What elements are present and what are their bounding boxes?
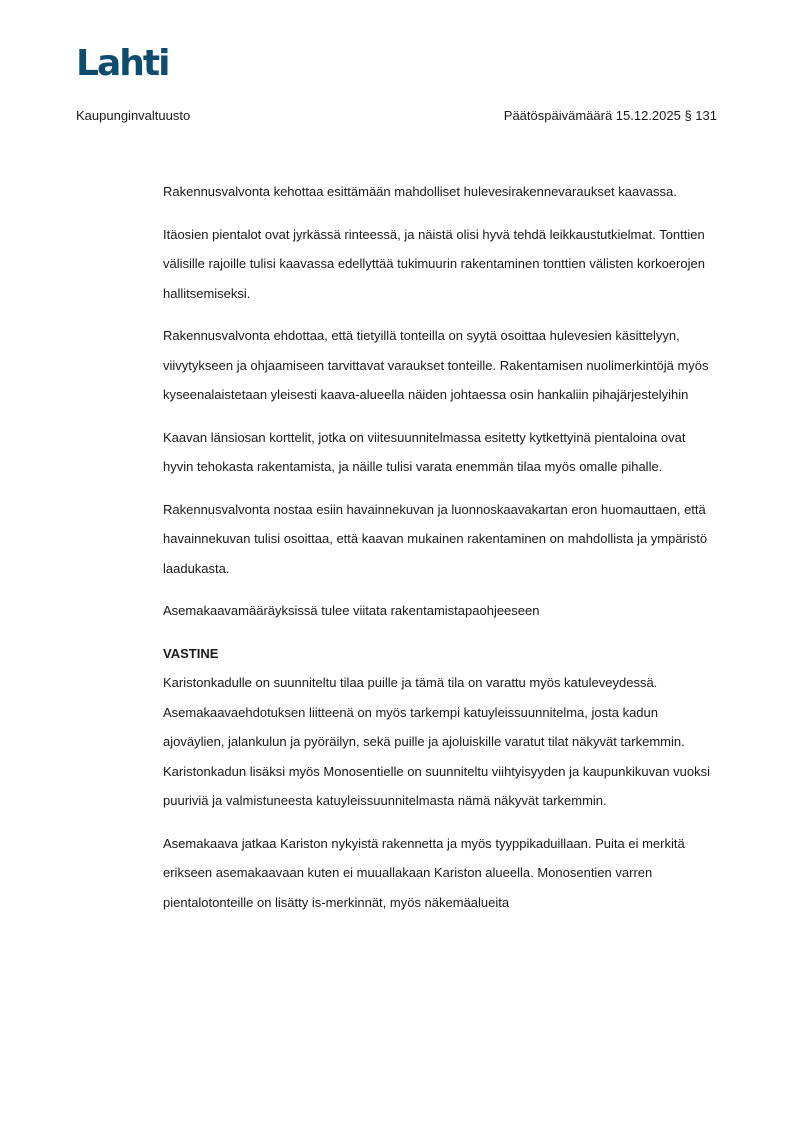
decision-date: Päätöspäivämäärä 15.12.2025 § 131 <box>503 108 717 123</box>
lahti-logo: Lahti <box>76 43 169 84</box>
paragraph: Rakennusvalvonta kehottaa esittämään mahdolliset hulevesirakennevaraukset kaavassa. <box>163 184 677 199</box>
paragraph: Asemakaavamääräyksissä tulee viitata rakentamistapaohjeeseen <box>163 603 540 618</box>
document-body <box>163 177 715 930</box>
paragraph: Asemakaava jatkaa Kariston nykyistä rakennetta ja myös tyyppikaduillaan. Puita ei merkitä erikseen asemakaavaan kuten ei muuallakaan Kariston alueella. Monosentien varren pientalotonteille on lisätty is-merkinnät, myös näkemäalueita <box>163 835 685 910</box>
paragraph: Kaavan länsiosan korttelit, jotka on viitesuunnitelmassa esitetty kytkettyinä pientaloina ovat hyvin tehokasta rakentamista, ja näille tulisi varata enemmän tilaa myös omalle pihalle. <box>163 429 686 474</box>
paragraph: Rakennusvalvonta ehdottaa, että tietyillä tonteilla on syytä osoittaa hulevesien käsittelyyn, viivytykseen ja ohjaamiseen tarvittavat varaukset tonteille. Rakentamisen nuolimerkintöjä myös kyseenalaistetaan yleisesti kaava-alueella näiden johtaessa osin hankaliin pihajärjestelyihin <box>163 328 709 402</box>
paragraph: Itäosien pientalot ovat jyrkässä rinteessä, ja näistä olisi hyvä tehdä leikkaustutkielmat. Tonttien välisille rajoille tulisi kaavassa edellyttää tukimuurin rakentaminen tonttien välisten korkoerojen hallitsemiseksi. <box>163 226 705 301</box>
paragraph: Karistonkadulle on suunniteltu tilaa puille ja tämä tila on varattu myös katuleveydessä. Asemakaavaehdotuksen liitteenä on myös tarkempi katuyleissuunnitelma, josta kadun ajoväylien, jalankulun ja pyöräilyn, sekä puille ja ajoluiskille varatut tilat näkyvät tarkemmin. Karistonkadun lisäksi myös Monosentielle on suunniteltu viihtyisyyden ja kaupunkikuvan vuoksi puuriviä ja valmistuneesta katuyleissuunnitelmasta nämä näkyvät tarkemmin. <box>163 675 711 808</box>
organization-name: Kaupunginvaltuusto <box>76 108 191 123</box>
section-heading: VASTINE <box>163 645 219 661</box>
paragraph: Rakennusvalvonta nostaa esiin havainnekuvan ja luonnoskaavakartan eron huomauttaen, että havainnekuvan tulisi osoittaa, että kaavan mukainen rakentaminen on mahdollista ja ympäristö laadukasta. <box>163 501 708 576</box>
